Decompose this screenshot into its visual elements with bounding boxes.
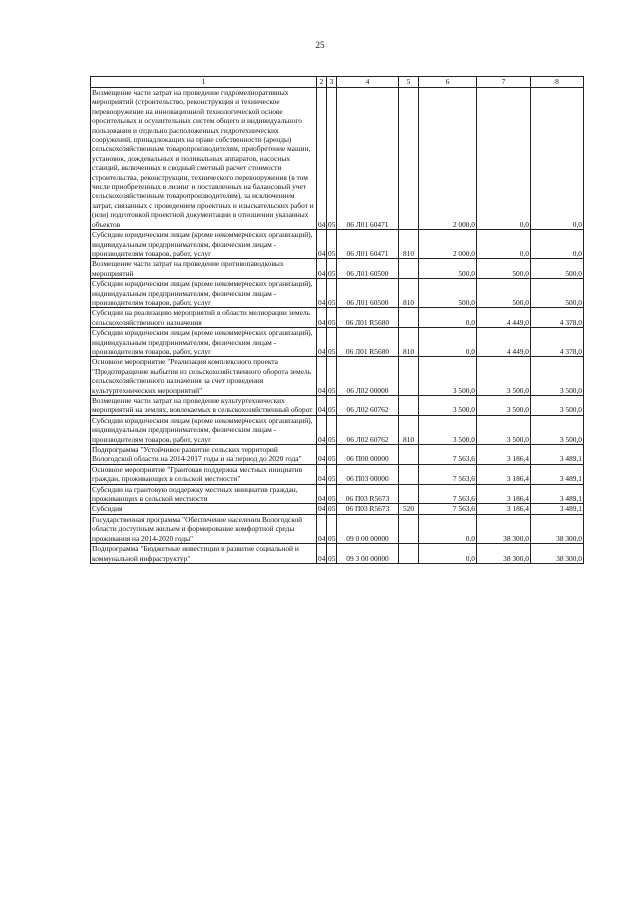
amount-col7: 3 500,0 bbox=[477, 415, 531, 444]
subsection-code: 05 bbox=[327, 445, 337, 465]
row-description: Возмещение части затрат на проведение противопаводковых мероприятий bbox=[91, 259, 317, 279]
table-row bbox=[91, 357, 584, 396]
section-code: 04 bbox=[317, 514, 327, 543]
row-description: Субсидии юридическим лицам (кроме некоммерческих организаций), индивидуальным предпринимателям, физическим лицам - производителям товаров, работ, услуг bbox=[91, 279, 317, 308]
subsection-code: 05 bbox=[327, 357, 337, 396]
section-code: 04 bbox=[317, 544, 327, 564]
section-code: 04 bbox=[317, 415, 327, 444]
table-row bbox=[91, 544, 584, 564]
amount-col8: 3 489,1 bbox=[531, 484, 584, 504]
amount-col6: 7 563,6 bbox=[419, 484, 477, 504]
row-description: Подпрограмма "Устойчивое развитие сельских территорий Вологодской области на 2014-2017 годы и на период до 2020 года" bbox=[91, 445, 317, 465]
amount-col8: 3 489,1 bbox=[531, 464, 584, 484]
table-row bbox=[91, 514, 584, 543]
section-code: 04 bbox=[317, 230, 327, 259]
amount-col7: 4 449,0 bbox=[477, 308, 531, 328]
section-code: 04 bbox=[317, 357, 327, 396]
row-description: Возмещение части затрат на проведение гидромелиоративных мероприятий (строительство, реконструкция и техническое перевооружение на инновационной технологической основе оросительных и осушительных систем общего и индивидуального пользования и отдельно расположенных гидротехнических сооружений, принадлежащих на праве собственности (аренды) сельскохозяйственным товаропроизводителям, приобретение машин, установок, дождевальных и поливальных аппаратов, насосных станций, включенных в сводный сметный расчет стоимости строительства, реконструкции, технического перевооружения (в том числе приобретенных в лизинг и поставленных на балансовый учет сельскохозяйственным товаропроизводителям), за исключением затрат, связанных с проведением проектных и изыскательских работ и (или) подготовкой проектной документации в отношении указанных объектов bbox=[91, 88, 317, 230]
expense-type-code bbox=[399, 396, 419, 416]
expense-type-code bbox=[399, 259, 419, 279]
amount-col8: 4 378,0 bbox=[531, 308, 584, 328]
amount-col7: 500,0 bbox=[477, 279, 531, 308]
column-header: 3 bbox=[327, 77, 337, 88]
table-row bbox=[91, 484, 584, 504]
section-code: 04 bbox=[318, 504, 326, 514]
target-article-code: 06 Л02 60762 bbox=[337, 396, 399, 416]
amount-col6: 2 000,0 bbox=[419, 88, 477, 230]
amount-col7: 3 186,4 bbox=[477, 464, 531, 484]
row-description: Субсидии юридическим лицам (кроме некоммерческих организаций), индивидуальным предпринимателям, физическим лицам - производителям товаров, работ, услуг bbox=[91, 328, 317, 357]
subsection-code: 05 bbox=[327, 544, 337, 564]
amount-col8: 0,0 bbox=[531, 88, 584, 230]
amount-col8: 500,0 bbox=[531, 259, 584, 279]
amount-col8: 3 489,1 bbox=[531, 445, 584, 465]
amount-col8: 3 489,1 bbox=[531, 504, 584, 514]
subsection-code: 05 bbox=[327, 230, 337, 259]
section-code: 04 bbox=[317, 484, 327, 504]
row-description: Субсидии юридическим лицам (кроме некоммерческих организаций), индивидуальным предпринимателям, физическим лицам - производителям товаров, работ, услуг bbox=[91, 415, 317, 444]
amount-col7: 3 186,4 bbox=[477, 504, 531, 514]
section-code: 04 bbox=[317, 88, 327, 230]
expense-type-code: 520 bbox=[399, 504, 419, 514]
amount-col8: 38 300,0 bbox=[531, 514, 584, 543]
subsection-code: 05 bbox=[327, 328, 337, 357]
target-article-code: 09 0 00 00000 bbox=[337, 514, 399, 543]
target-article-code: 06 П00 00000 bbox=[337, 445, 399, 465]
amount-col7: 38 300,0 bbox=[477, 544, 531, 564]
table-row bbox=[91, 464, 584, 484]
subsection-code: 05 bbox=[327, 396, 337, 416]
subsection-code: 05 bbox=[327, 484, 337, 504]
table-header-row bbox=[91, 77, 584, 88]
table-row bbox=[91, 396, 584, 416]
row-description: Основное мероприятие "Грантовая поддержка местных инициатив граждан, проживающих в сельской местности" bbox=[91, 464, 317, 484]
table-row bbox=[91, 88, 584, 230]
amount-col6: 7 563,6 bbox=[419, 445, 477, 465]
section-code: 04 bbox=[317, 445, 327, 465]
section-code: 04 bbox=[317, 279, 327, 308]
section-code: 04 bbox=[317, 396, 327, 416]
row-description: Основное мероприятие "Реализация комплексного проекта "Предотвращение выбытия из сельскохозяйственного оборота земель сельскохозяйственного назначения за счет проведения культуртехнических мероприятий" bbox=[91, 357, 317, 396]
amount-col6: 0,0 bbox=[419, 544, 477, 564]
amount-col6: 500,0 bbox=[419, 279, 477, 308]
amount-col8: 3 500,0 bbox=[531, 415, 584, 444]
target-article-code: 06 Л01 60500 bbox=[337, 259, 399, 279]
amount-col7: 3 186,4 bbox=[477, 445, 531, 465]
page-number: 25 bbox=[315, 40, 325, 50]
target-article-code: 06 Л01 60471 bbox=[337, 230, 399, 259]
subsection-code: 05 bbox=[327, 259, 337, 279]
column-header: 7 bbox=[477, 77, 531, 88]
row-description: Государственная программа "Обеспечение населения Вологодской области доступным жильем и формирование комфортной среды проживания на 2014-2020 годы" bbox=[91, 514, 317, 543]
table-row bbox=[91, 279, 584, 308]
amount-col6: 3 500,0 bbox=[419, 396, 477, 416]
amount-col7: 0,0 bbox=[477, 88, 531, 230]
target-article-code: 06 Л01 R5680 bbox=[337, 328, 399, 357]
amount-col8: 4 378,0 bbox=[531, 328, 584, 357]
expense-type-code bbox=[399, 514, 419, 543]
amount-col6: 3 500,0 bbox=[419, 357, 477, 396]
table-row bbox=[91, 445, 584, 465]
table-row bbox=[91, 328, 584, 357]
row-description: Субсидия bbox=[91, 504, 317, 514]
row-description: Субсидии на грантовую поддержку местных инициатив граждан, проживающих в сельской местности bbox=[91, 484, 317, 504]
target-article-code: 06 Л01 60500 bbox=[337, 279, 399, 308]
column-header: 4 bbox=[337, 77, 399, 88]
target-article-code: 06 Л01 60471 bbox=[337, 88, 399, 230]
amount-col8: 500,0 bbox=[531, 279, 584, 308]
row-description: Субсидии юридическим лицам (кроме некоммерческих организаций), индивидуальным предпринимателям, физическим лицам - производителям товаров, работ, услуг bbox=[91, 230, 317, 259]
column-header: 8 bbox=[531, 77, 584, 88]
amount-col7: 38 300,0 bbox=[477, 514, 531, 543]
subsection-code: 05 bbox=[328, 504, 336, 514]
target-article-code: 06 П03 00000 bbox=[337, 464, 399, 484]
column-header: 2 bbox=[317, 77, 327, 88]
table-row bbox=[91, 504, 584, 514]
amount-col7: 0,0 bbox=[477, 230, 531, 259]
amount-col6: 7 563,6 bbox=[419, 504, 477, 514]
expense-type-code: 810 bbox=[399, 230, 419, 259]
target-article-code: 06 П03 R5673 bbox=[337, 504, 399, 514]
amount-col6: 0,0 bbox=[419, 328, 477, 357]
expense-type-code bbox=[399, 445, 419, 465]
section-code: 04 bbox=[317, 464, 327, 484]
expense-type-code bbox=[399, 88, 419, 230]
expense-type-code: 810 bbox=[399, 415, 419, 444]
expense-type-code bbox=[399, 464, 419, 484]
table-body bbox=[91, 77, 584, 564]
amount-col6: 0,0 bbox=[419, 514, 477, 543]
expense-type-code bbox=[399, 308, 419, 328]
amount-col7: 3 500,0 bbox=[477, 357, 531, 396]
section-code: 04 bbox=[317, 308, 327, 328]
target-article-code: 09 3 00 00000 bbox=[337, 544, 399, 564]
expense-type-code: 810 bbox=[399, 328, 419, 357]
amount-col8: 3 500,0 bbox=[531, 357, 584, 396]
expense-type-code bbox=[399, 357, 419, 396]
amount-col8: 38 300,0 bbox=[531, 544, 584, 564]
subsection-code: 05 bbox=[327, 279, 337, 308]
table-row bbox=[91, 415, 584, 444]
target-article-code: 06 П03 R5673 bbox=[337, 484, 399, 504]
row-description: Возмещение части затрат на проведение культуртехнических мероприятий на землях, вовлекаемых в сельскохозяйственный оборот bbox=[91, 396, 317, 416]
amount-col6: 0,0 bbox=[419, 308, 477, 328]
table-row bbox=[91, 230, 584, 259]
amount-col8: 3 500,0 bbox=[531, 396, 584, 416]
target-article-code: 06 Л01 R5680 bbox=[337, 308, 399, 328]
column-header: 6 bbox=[419, 77, 477, 88]
expense-type-code: 810 bbox=[399, 279, 419, 308]
column-header: 1 bbox=[91, 77, 317, 88]
amount-col7: 500,0 bbox=[477, 259, 531, 279]
table-row bbox=[91, 259, 584, 279]
expense-type-code bbox=[399, 484, 419, 504]
amount-col8: 0,0 bbox=[531, 230, 584, 259]
row-description: Субсидии на реализацию мероприятий в области мелиорации земель сельскохозяйственного назначения bbox=[91, 308, 317, 328]
subsection-code: 05 bbox=[327, 514, 337, 543]
target-article-code: 06 Л02 00000 bbox=[337, 357, 399, 396]
target-article-code: 06 Л02 60762 bbox=[337, 415, 399, 444]
subsection-code: 05 bbox=[327, 464, 337, 484]
column-header: 5 bbox=[399, 77, 419, 88]
subsection-code: 05 bbox=[327, 308, 337, 328]
amount-col6: 3 500,0 bbox=[419, 415, 477, 444]
section-code: 04 bbox=[317, 328, 327, 357]
amount-col6: 500,0 bbox=[419, 259, 477, 279]
expense-type-code bbox=[399, 544, 419, 564]
amount-col7: 3 500,0 bbox=[477, 396, 531, 416]
table-row bbox=[91, 308, 584, 328]
section-code: 04 bbox=[317, 259, 327, 279]
amount-col6: 7 563,6 bbox=[419, 464, 477, 484]
row-description: Подпрограмма "Бюджетные инвестиции в развитие социальной и коммунальной инфраструктур" bbox=[91, 544, 317, 564]
amount-col6: 2 000,0 bbox=[419, 230, 477, 259]
budget-table bbox=[90, 76, 584, 564]
amount-col7: 3 186,4 bbox=[477, 484, 531, 504]
subsection-code: 05 bbox=[327, 88, 337, 230]
subsection-code: 05 bbox=[327, 415, 337, 444]
amount-col7: 4 449,0 bbox=[477, 328, 531, 357]
